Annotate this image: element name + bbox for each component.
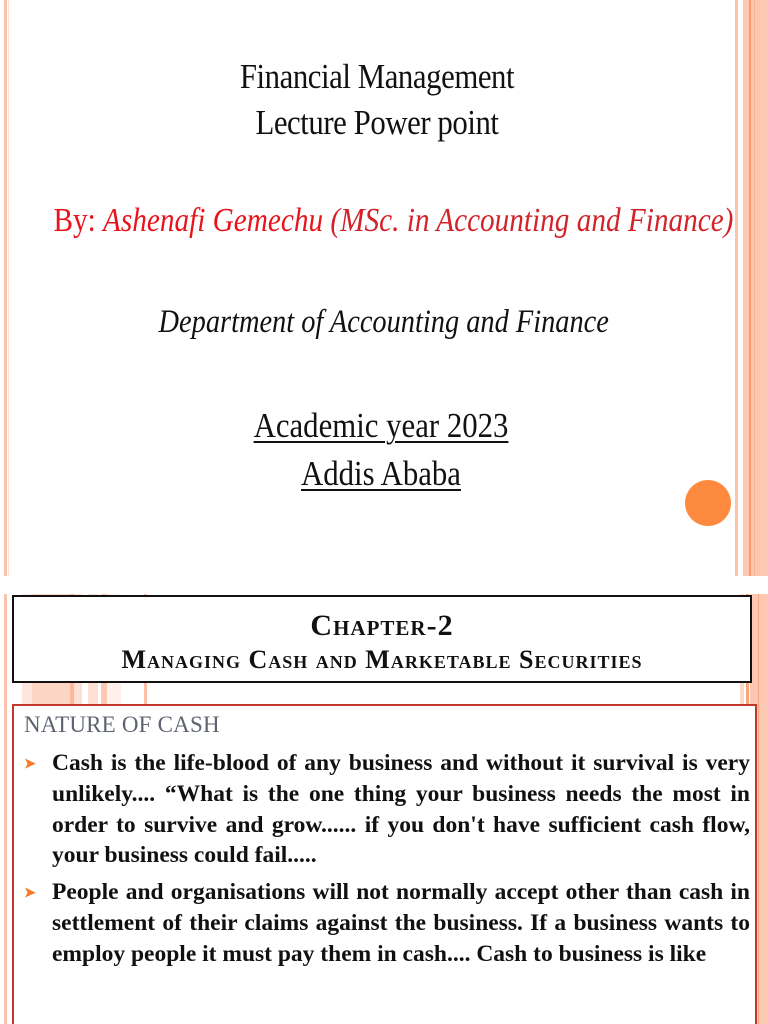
right-border-band-line [749,0,751,576]
bullet-text: Cash is the life-blood of any business and without it survival is very unlikely.... “What is the one thing your business needs the most in order to survive and grow...... if you don't have sufficient cash flow, your business could fail..... [52,750,750,869]
city-text: Addis Ababa [301,454,461,493]
section-title: NATURE OF CASH [24,712,220,737]
author-name: Ashenafi Gemechu [103,202,324,239]
title-line-2: Lecture Power point [255,103,499,142]
by-label: By: [53,202,96,239]
bullet-item [24,748,750,871]
author-line [53,202,734,240]
slide-top-margin [0,576,768,594]
arrow-bullet-icon: ➤ [24,886,36,902]
right-border-band-line-2 [754,0,755,576]
city [46,454,717,494]
right-border-line [735,0,738,576]
chapter-title: Chapter-2 [310,609,454,642]
title-line-1: Financial Management [239,57,515,96]
right-border-band [743,0,768,576]
author-degree: (MSc. in Accounting and Finance) [330,202,734,239]
academic-year-text: Academic year 2023 [253,406,509,445]
arrow-bullet-icon: ➤ [24,757,36,772]
department: Department of Accounting and Finance [158,304,609,340]
content-slide [0,576,768,1024]
bullet-item [24,877,750,969]
content-box [12,704,757,1024]
bullet-list [24,748,750,976]
chapter-title-box [12,595,752,683]
left-border-line-inner [8,0,9,576]
orange-dot-decoration [685,480,731,526]
academic-year [46,406,717,446]
presentation-title [45,54,709,146]
bullet-text: People and organisations will not normally accept other than cash in settlement of their claims against the business. If a business wants to employ people it must pay them in cash.... Cash to business is like [52,879,750,967]
left-border-line [4,0,7,576]
left-border-line [4,576,7,1024]
chapter-subtitle: Managing Cash and Marketable Securities [121,645,643,674]
